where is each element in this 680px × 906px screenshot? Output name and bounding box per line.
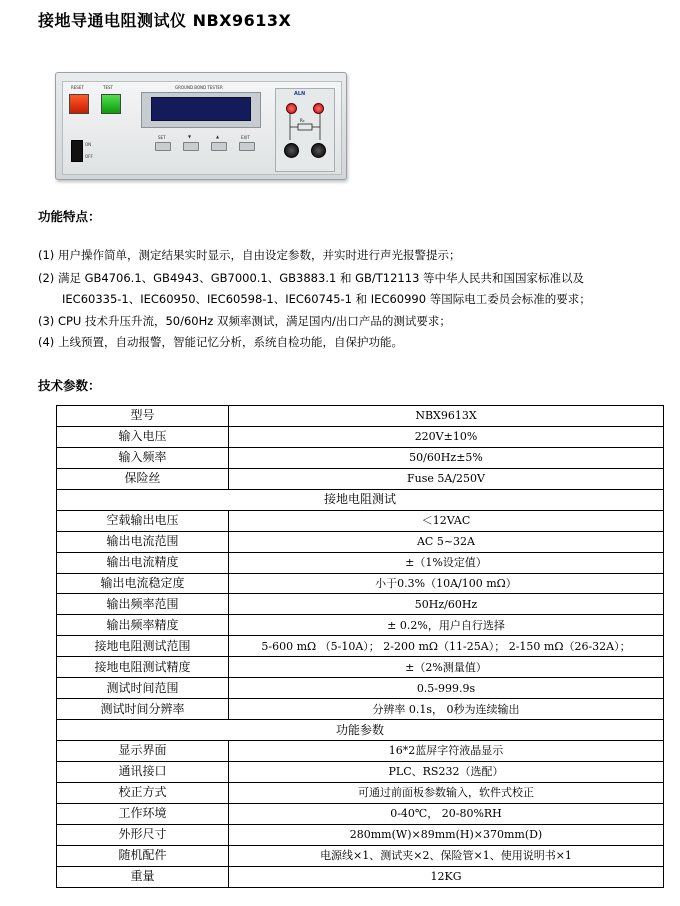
table-row: [57, 678, 664, 699]
device-front-panel: [62, 81, 342, 175]
spec-label: 通讯接口: [57, 761, 229, 782]
spec-value: ±（2%测量值）: [229, 657, 664, 678]
spec-label: 接地电阻测试范围: [57, 636, 229, 657]
spec-label: 输出频率精度: [57, 615, 229, 636]
table-row: [57, 447, 664, 468]
table-row: [57, 510, 664, 531]
spec-label: 输出频率范围: [57, 594, 229, 615]
spec-label: 校正方式: [57, 782, 229, 803]
terminal-panel: [275, 88, 335, 172]
table-row: [57, 866, 664, 887]
spec-value: 小于0.3%（10A/100 mΩ）: [229, 573, 664, 594]
spec-value: AC 5~32A: [229, 531, 664, 552]
spec-label: 型号: [57, 406, 229, 427]
table-row: [57, 803, 664, 824]
table-row: [57, 615, 664, 636]
spec-table: [56, 405, 664, 888]
table-row: [57, 824, 664, 845]
set-key: [155, 142, 171, 151]
off-label: OFF: [85, 154, 93, 159]
feature-item: (3) CPU 技术升压升流，50/60Hz 双频率测试，满足国内/出口产品的测试要求；: [38, 314, 451, 328]
spec-value: 可通过前面板参数输入，软件式校正: [229, 782, 664, 803]
table-row: [57, 573, 664, 594]
exit-label: EXIT: [241, 135, 250, 140]
spec-value: 0-40℃， 20-80%RH: [229, 803, 664, 824]
circuit-diagram: [282, 113, 328, 141]
feature-item: (4) 上线预置，自动报警，智能记忆分析，系统自检功能，自保护功能。: [38, 335, 403, 349]
test-button: [101, 94, 121, 114]
table-row: [57, 594, 664, 615]
spec-value: PLC、RS232（选配）: [229, 761, 664, 782]
spec-value: 280mm(W)×89mm(H)×370mm(D): [229, 824, 664, 845]
table-row: [57, 531, 664, 552]
spec-value: 0.5-999.9s: [229, 678, 664, 699]
lcd-screen: [151, 97, 251, 121]
specs-heading: 技术参数：: [38, 378, 101, 393]
spec-value: 电源线×1、测试夹×2、保险管×1、使用说明书×1: [229, 845, 664, 866]
exit-key: [239, 142, 255, 151]
up-key: [211, 142, 227, 151]
table-row: [57, 426, 664, 447]
reset-button: [69, 94, 89, 114]
spec-label: 测试时间范围: [57, 678, 229, 699]
set-label: SET: [158, 135, 166, 140]
page-title: 接地导通电阻测试仪 NBX9613X: [38, 11, 292, 30]
spec-label: 显示界面: [57, 741, 229, 762]
down-key: [183, 142, 199, 151]
section-header: 功能参数: [57, 720, 664, 741]
table-row: [57, 782, 664, 803]
spec-label: 测试时间分辨率: [57, 699, 229, 720]
table-row: [57, 489, 664, 510]
spec-value: 12KG: [229, 866, 664, 887]
down-arrow-icon: ▼: [188, 134, 192, 139]
black-jack-right: [311, 143, 326, 158]
spec-value: NBX9613X: [229, 406, 664, 427]
spec-value: ± 0.2%，用户自行选择: [229, 615, 664, 636]
table-row: [57, 657, 664, 678]
black-jack-left: [284, 143, 299, 158]
section-header: 接地电阻测试: [57, 489, 664, 510]
panel-label: GROUND BOND TESTER: [175, 85, 223, 90]
spec-label: 接地电阻测试精度: [57, 657, 229, 678]
spec-label: 输出电流范围: [57, 531, 229, 552]
spec-value: 16*2蓝屏字符液晶显示: [229, 741, 664, 762]
spec-value: 50Hz/60Hz: [229, 594, 664, 615]
spec-label: 外形尺寸: [57, 824, 229, 845]
spec-label: 输入电压: [57, 426, 229, 447]
spec-value: 220V±10%: [229, 426, 664, 447]
table-row: [57, 552, 664, 573]
table-row: [57, 761, 664, 782]
test-label: TEST: [103, 85, 113, 90]
table-row: [57, 845, 664, 866]
feature-item: IEC60335-1、IEC60950、IEC60598-1、IEC60745-1 和 IEC60990 等国际电工委员会标准的要求；: [62, 292, 591, 306]
spec-label: 工作环境: [57, 803, 229, 824]
up-arrow-icon: ▲: [216, 134, 220, 139]
feature-item: (1) 用户操作简单，测定结果实时显示，自由设定参数，并实时进行声光报警提示；: [38, 248, 461, 262]
spec-value: 50/60Hz±5%: [229, 447, 664, 468]
spec-label: 随机配件: [57, 845, 229, 866]
spec-label: 重量: [57, 866, 229, 887]
device-photo: [55, 72, 347, 180]
feature-item: (2) 满足 GB4706.1、GB4943、GB7000.1、GB3883.1 和 GB/T12113 等中华人民共和国国家标准以及: [38, 271, 585, 285]
table-row: [57, 699, 664, 720]
power-switch: [71, 140, 83, 162]
features-heading: 功能特点：: [38, 209, 101, 224]
on-label: ON: [85, 142, 92, 147]
table-row: [57, 741, 664, 762]
table-row: [57, 636, 664, 657]
table-row: [57, 406, 664, 427]
resistor-label: R₀: [300, 118, 305, 123]
spec-label: 空载输出电压: [57, 510, 229, 531]
spec-value: ±（1%设定值）: [229, 552, 664, 573]
table-row: [57, 468, 664, 489]
spec-label: 输出电流稳定度: [57, 573, 229, 594]
spec-label: 保险丝: [57, 468, 229, 489]
spec-value: ＜12VAC: [229, 510, 664, 531]
spec-value: 分辨率 0.1s， 0秒为连续输出: [229, 699, 664, 720]
spec-value: 5-600 mΩ （5-10A）； 2-200 mΩ（11-25A）； 2-150 mΩ（26-32A）；: [229, 636, 664, 657]
spec-label: 输入频率: [57, 447, 229, 468]
spec-value: Fuse 5A/250V: [229, 468, 664, 489]
brand-logo: ALN: [294, 91, 306, 97]
spec-label: 输出电流精度: [57, 552, 229, 573]
reset-label: RESET: [71, 85, 84, 90]
table-row: [57, 720, 664, 741]
